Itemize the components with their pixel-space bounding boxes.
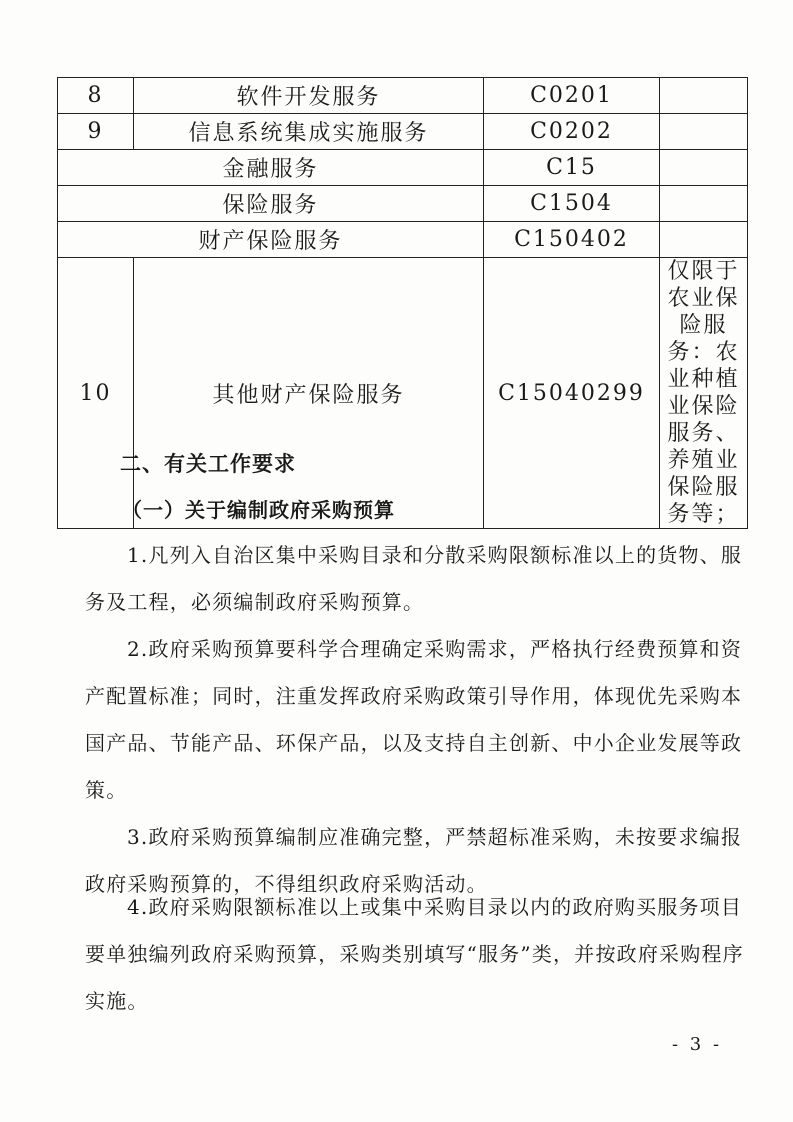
subsection-title: （一）关于编制政府采购预算 <box>122 498 395 522</box>
table-row <box>58 78 748 114</box>
item-code: C15040299 <box>484 258 660 529</box>
item-code: C0202 <box>484 114 660 150</box>
table-row <box>58 114 748 150</box>
section-title: 二、有关工作要求 <box>120 451 296 476</box>
paragraph-4: 4.政府采购限额标准以上或集中采购目录以内的政府购买服务项目要单独编列政府采购预算，采购类别填写“服务”类，并按政府采购程序实施。 <box>85 895 744 1013</box>
table-row <box>58 258 748 529</box>
item-note <box>660 222 748 258</box>
table-row <box>58 150 748 186</box>
item-code: C15 <box>484 150 660 186</box>
item-note: 仅限于农业保险服务：农业种植业保险服务、养殖业保险服务等； <box>660 258 748 529</box>
item-code: C1504 <box>484 186 660 222</box>
row-number: 10 <box>58 258 134 529</box>
item-note <box>660 150 748 186</box>
item-name: 信息系统集成实施服务 <box>134 114 484 150</box>
item-name: 保险服务 <box>58 186 484 222</box>
item-name: 软件开发服务 <box>134 78 484 114</box>
paragraph-2: 2.政府采购预算要科学合理确定采购需求，严格执行经费预算和资产配置标准；同时，注重发挥政府采购政策引导作用，体现优先采购本国产品、节能产品、环保产品，以及支持自主创新、中小企业发展等政策。 <box>85 637 743 802</box>
item-note <box>660 78 748 114</box>
table-row <box>58 222 748 258</box>
paragraph-3: 3.政府采购预算编制应准确完整，严禁超标准采购，未按要求编报政府采购预算的，不得组织政府采购活动。 <box>85 825 743 896</box>
row-number: 8 <box>58 78 134 114</box>
item-name: 财产保险服务 <box>58 222 484 258</box>
item-note <box>660 186 748 222</box>
page-number: - 3 - <box>672 1034 723 1055</box>
item-name: 金融服务 <box>58 150 484 186</box>
item-code: C0201 <box>484 78 660 114</box>
paragraph-1: 1.凡列入自治区集中采购目录和分散采购限额标准以上的货物、服务及工程，必须编制政府采购预算。 <box>85 543 743 614</box>
item-note <box>660 114 748 150</box>
row-number: 9 <box>58 114 134 150</box>
item-code: C150402 <box>484 222 660 258</box>
item-name: 其他财产保险服务 <box>134 258 484 529</box>
table-row <box>58 186 748 222</box>
